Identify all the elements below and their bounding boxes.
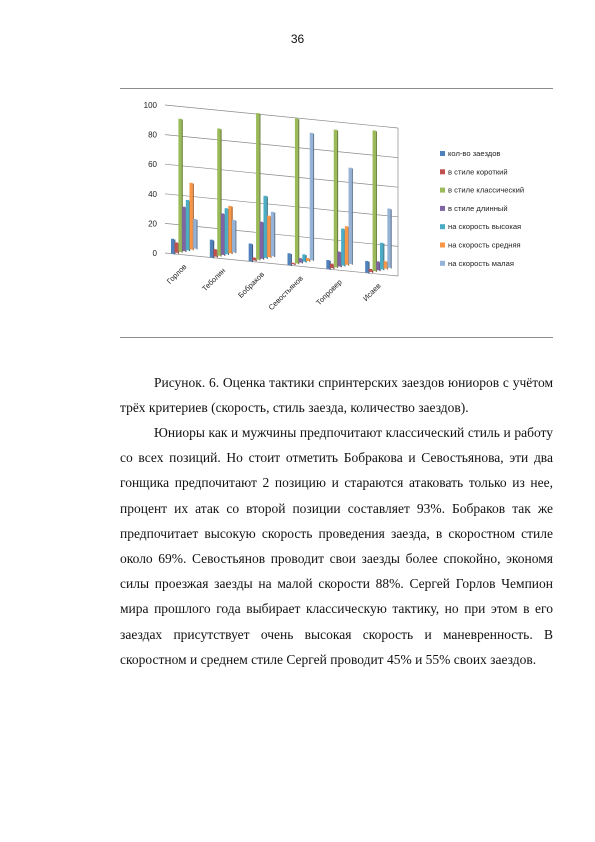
- bar: [334, 130, 337, 268]
- figure-bottom-rule: [120, 337, 553, 338]
- chart-y-ticks: [144, 101, 158, 258]
- bar: [330, 264, 333, 268]
- bar: [306, 258, 309, 261]
- legend-swatch: [440, 224, 445, 229]
- bar: [193, 219, 196, 249]
- bar: [380, 243, 383, 270]
- bar: [310, 133, 313, 260]
- gridline: [165, 135, 398, 158]
- page-number: 36: [290, 32, 305, 46]
- gridline: [165, 105, 398, 128]
- bar: [376, 261, 379, 270]
- chart-legend: [440, 149, 524, 268]
- bar: [232, 220, 235, 253]
- legend-swatch: [440, 261, 445, 266]
- legend-label: в стиле короткий: [448, 167, 508, 177]
- bar: [341, 229, 344, 266]
- y-tick-label: 60: [148, 160, 157, 170]
- figure-caption: Рисунок. 6. Оценка тактики спринтерских заездов юниоров с учётом трёх критериев (скорость, стиль заезда, количество заездов).: [120, 375, 553, 415]
- bar: [369, 269, 372, 272]
- bar: [249, 243, 252, 261]
- legend-label: в стиле длинный: [448, 203, 508, 213]
- figure-top-rule: [120, 88, 553, 89]
- body-paragraph: Юниоры как и мужчины предпочитают классический стиль и работу со всех позиций. Но стоит отметить Бобракова и Севостьянова, эти два гонщика предпочитают 2 позицию и стараются атаковать только из нее, процент их атак со второй позиции составляет 93%. Бобраков так же предпочитает высокую скорость проведения заезда, в скоростном стиле около 69%. Севостьянов проводит свои заезды более спокойно, экономя силы проезжая заезды на малой скорости 88%. Сергей Горлов Чемпион мира прошлого года выбирает классическую тактику, но при этом в его заездах присутствует очень высокая скорость и маневренность. В скоростном и среднем стиле Сергей проводит 45% и 55% своих заездов.: [120, 425, 553, 667]
- bar: [326, 260, 329, 269]
- x-tick-label: Севостьянов: [266, 273, 305, 312]
- chart-x-ticks: [165, 262, 383, 312]
- bar: [182, 207, 185, 251]
- bar: [345, 226, 348, 264]
- bar: [171, 239, 174, 254]
- bar-chart: [120, 92, 553, 332]
- legend-swatch: [440, 151, 445, 156]
- bar-side: [313, 134, 314, 261]
- bar: [217, 128, 220, 255]
- legend-swatch: [440, 243, 445, 248]
- bar: [186, 200, 189, 250]
- bar: [295, 118, 298, 263]
- bar: [178, 119, 181, 252]
- legend-label: в стиле классический: [448, 185, 525, 195]
- bar: [349, 168, 352, 264]
- bar: [299, 258, 302, 262]
- bar-side: [352, 169, 353, 265]
- x-tick-label: Бобраков: [236, 269, 267, 300]
- legend-label: на скорость средняя: [448, 240, 521, 250]
- bar-side: [235, 221, 236, 254]
- x-tick-label: Теболин: [200, 266, 228, 294]
- bar: [365, 261, 368, 273]
- y-tick-label: 20: [148, 219, 157, 229]
- bar: [387, 209, 390, 268]
- bar: [225, 208, 228, 254]
- legend-label: кол-во заездов: [448, 149, 501, 158]
- gridline: [165, 194, 398, 217]
- bar: [267, 216, 270, 257]
- gridline: [165, 164, 398, 187]
- legend-label: на скорость малая: [448, 258, 514, 268]
- bar-side: [298, 119, 299, 264]
- bar: [260, 222, 263, 259]
- legend-swatch: [440, 206, 445, 211]
- legend-swatch: [440, 169, 445, 174]
- x-tick-label: Топровер: [314, 277, 344, 308]
- bar: [210, 240, 213, 258]
- bar: [271, 212, 274, 256]
- gridline: [165, 253, 398, 276]
- legend-swatch: [440, 188, 445, 193]
- bar-side: [337, 130, 338, 268]
- bar: [337, 252, 340, 267]
- bar: [263, 196, 266, 258]
- bar-side: [376, 131, 377, 272]
- y-tick-label: 40: [148, 189, 157, 199]
- bar: [291, 263, 294, 264]
- bar: [252, 257, 255, 260]
- bar-side: [391, 209, 392, 268]
- bar: [228, 206, 231, 253]
- bar: [190, 183, 193, 250]
- bar: [175, 242, 178, 252]
- gridline: [165, 223, 398, 246]
- bar: [288, 253, 291, 265]
- bar: [256, 113, 259, 260]
- y-tick-label: 0: [152, 249, 157, 258]
- bar: [221, 213, 224, 254]
- bar-side: [294, 264, 295, 265]
- x-tick-label: Исаев: [361, 281, 383, 303]
- y-tick-label: 100: [143, 101, 157, 110]
- legend-label: на скорость высокая: [448, 222, 522, 232]
- bar: [373, 130, 376, 271]
- bar-side: [196, 220, 197, 250]
- bar: [384, 261, 387, 268]
- bar: [214, 249, 217, 256]
- chart-bars: [171, 113, 392, 273]
- x-tick-label: Горлов: [164, 262, 189, 286]
- chart-gridlines: [165, 105, 398, 276]
- y-tick-label: 80: [148, 130, 157, 140]
- bar: [302, 254, 305, 261]
- bar-side: [274, 213, 275, 257]
